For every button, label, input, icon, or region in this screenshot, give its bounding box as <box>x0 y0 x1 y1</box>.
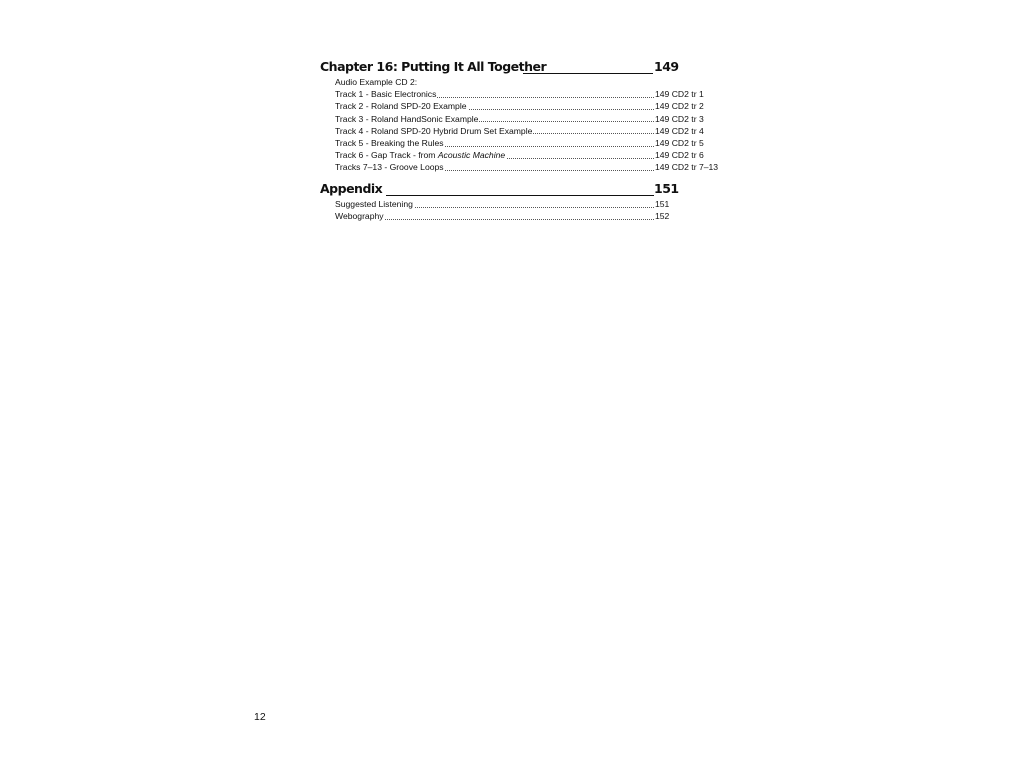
toc-entry <box>320 113 730 125</box>
entry-page: 149 CD2 tr 1 <box>655 89 704 100</box>
entry-page: 149 CD2 tr 7–13 <box>655 162 719 173</box>
toc-entry <box>320 149 730 161</box>
section-page-number: 151 <box>654 181 679 196</box>
entry-label: Webography <box>335 211 384 222</box>
entry-label: Audio Example CD 2: <box>335 77 418 87</box>
toc-entry <box>320 100 730 112</box>
toc-section-appendix <box>320 180 730 222</box>
toc-entry <box>320 125 730 137</box>
section-title: Chapter 16: Putting It All Together <box>320 59 547 74</box>
entry-label: Track 5 - Breaking the Rules <box>335 137 444 148</box>
entry-page: 149 CD2 tr 6 <box>655 150 704 161</box>
entry-label: Track 1 - Basic Electronics <box>335 89 437 100</box>
entry-label: Track 2 - Roland SPD-20 Example <box>335 101 467 112</box>
entry-label: Tracks 7–13 - Groove Loops <box>335 162 444 173</box>
entry-list <box>320 76 730 174</box>
toc-section-chapter-16 <box>320 58 730 174</box>
toc-entry <box>320 76 730 88</box>
entry-page: 149 CD2 tr 2 <box>655 101 704 112</box>
section-page-number: 149 <box>654 59 679 74</box>
entry-page: 149 CD2 tr 3 <box>655 113 704 124</box>
entry-page: 151 <box>655 199 670 209</box>
entry-page: 149 CD2 tr 5 <box>655 137 704 148</box>
entry-label: Track 3 - Roland HandSonic Example <box>335 113 479 124</box>
section-heading <box>320 180 730 198</box>
toc-entry <box>320 210 730 222</box>
entry-label: Track 6 - Gap Track - from Acoustic Machine <box>335 150 506 161</box>
entry-label: Suggested Listening <box>335 199 413 209</box>
toc-entry <box>320 161 730 173</box>
entry-page: 149 CD2 tr 4 <box>655 125 704 136</box>
entry-label: Track 4 - Roland SPD-20 Hybrid Drum Set Example <box>335 125 533 136</box>
heading-rule <box>386 195 654 196</box>
section-heading <box>320 58 730 76</box>
entry-page: 152 <box>655 211 670 222</box>
heading-rule <box>523 73 653 74</box>
entry-list <box>320 198 730 222</box>
page-number: 12 <box>254 711 266 723</box>
toc-entry <box>320 88 730 100</box>
toc-entry <box>320 137 730 149</box>
entry-label-italic: Acoustic Machine <box>437 150 506 161</box>
toc-entry <box>320 198 730 210</box>
section-title: Appendix <box>320 181 383 196</box>
